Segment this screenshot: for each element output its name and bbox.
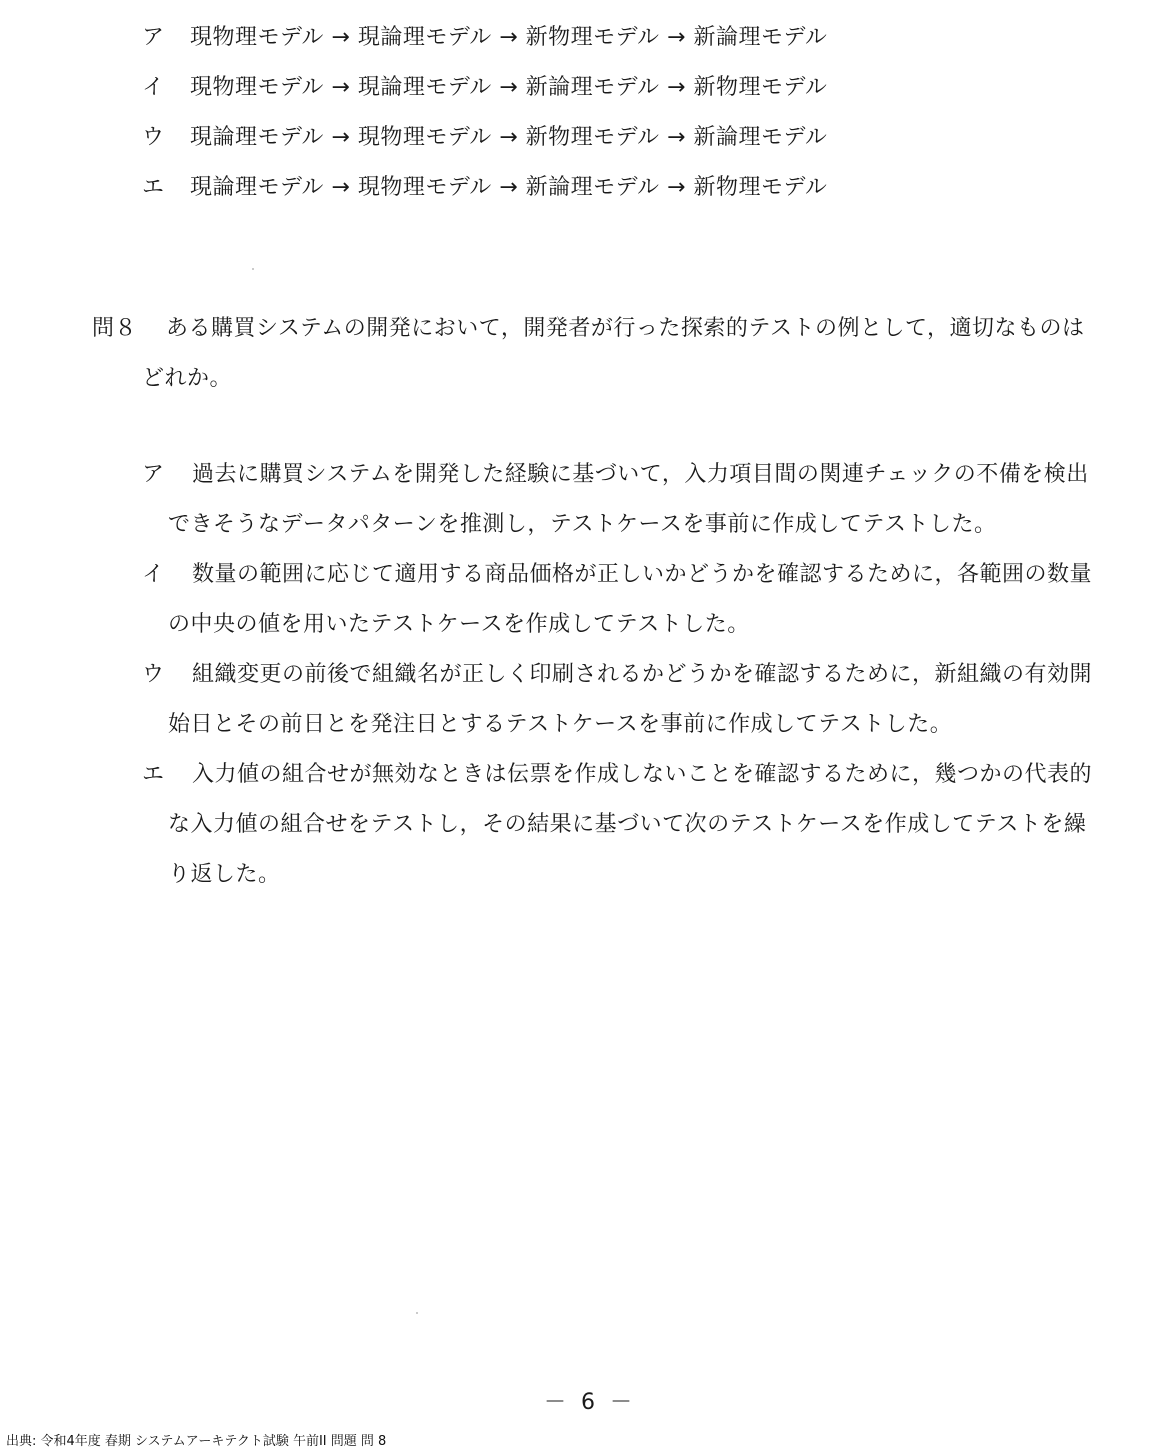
question-text: ある購買システムの開発において，開発者が行った探索的テストの例として，適切なものはどれか。 xyxy=(142,316,1085,391)
option-a xyxy=(142,450,1092,550)
choice-label: ウ xyxy=(142,124,165,150)
prev-choice-a xyxy=(142,10,1042,60)
option-e xyxy=(142,750,1092,900)
choice-text: 現物理モデル → 現論理モデル → 新論理モデル → 新物理モデル xyxy=(190,74,828,100)
option-label: イ xyxy=(142,562,165,587)
choice-text: 現物理モデル → 現論理モデル → 新物理モデル → 新論理モデル xyxy=(190,24,828,50)
answer-options xyxy=(142,450,1092,900)
choice-label: ア xyxy=(142,24,165,50)
option-text: 入力値の組合せが無効なときは伝票を作成しないことを確認するために，幾つかの代表的な入力値の組合せをテストし，その結果に基づいて次のテストケースを作成してテストを繰り返した。 xyxy=(168,762,1093,887)
scan-speck xyxy=(416,1312,418,1314)
option-i xyxy=(142,550,1092,650)
choice-label: イ xyxy=(142,74,165,100)
prev-choice-i xyxy=(142,60,1042,110)
option-label: ウ xyxy=(142,662,165,687)
page-number: － 6 － xyxy=(544,1390,636,1415)
scan-speck xyxy=(252,268,254,270)
option-label: ア xyxy=(142,462,165,487)
prev-choice-e xyxy=(142,160,1042,210)
previous-question-choices xyxy=(142,10,1042,210)
option-text: 数量の範囲に応じて適用する商品価格が正しいかどうかを確認するために，各範囲の数量の中央の値を用いたテストケースを作成してテストした。 xyxy=(168,562,1093,637)
question-8 xyxy=(92,304,1092,404)
option-u xyxy=(142,650,1092,750)
option-text: 組織変更の前後で組織名が正しく印刷されるかどうかを確認するために，新組織の有効開始日とその前日とを発注日とするテストケースを事前に作成してテストした。 xyxy=(168,662,1093,737)
option-text: 過去に購買システムを開発した経験に基づいて，入力項目間の関連チェックの不備を検出できそうなデータパターンを推測し，テストケースを事前に作成してテストした。 xyxy=(168,462,1089,537)
choice-text: 現論理モデル → 現物理モデル → 新論理モデル → 新物理モデル xyxy=(190,174,828,200)
option-label: エ xyxy=(142,762,165,787)
question-number: 問８ xyxy=(92,316,138,341)
choice-text: 現論理モデル → 現物理モデル → 新物理モデル → 新論理モデル xyxy=(190,124,828,150)
source-caption: 出典: 令和4年度 春期 システムアーキテクト試験 午前II 問題 問 8 xyxy=(6,1434,387,1449)
choice-label: エ xyxy=(142,174,165,200)
prev-choice-u xyxy=(142,110,1042,160)
